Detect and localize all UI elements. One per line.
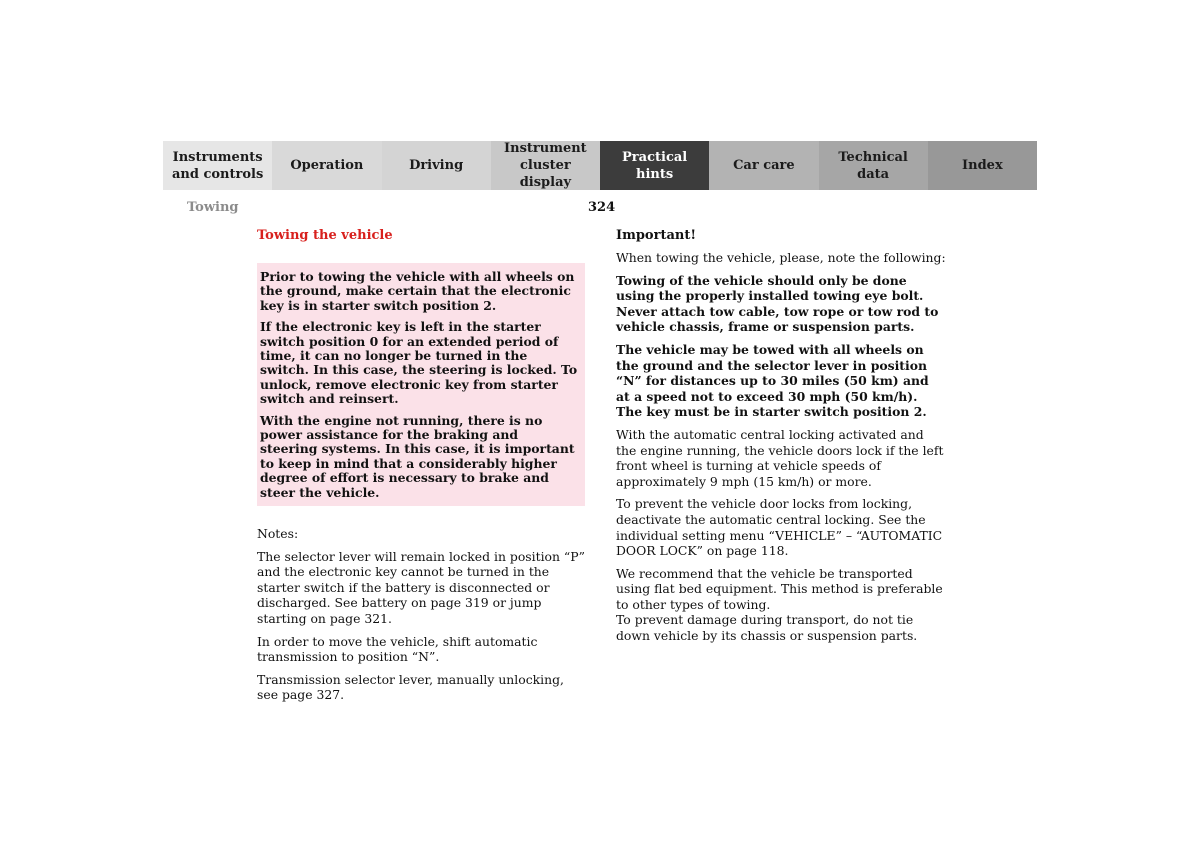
- note-paragraph: In order to move the vehicle, shift automatic transmission to position “N”.: [257, 633, 538, 665]
- tab-label: Instruments and controls: [171, 149, 264, 182]
- page-number: 324: [588, 200, 616, 215]
- tab-instrument-cluster-display[interactable]: [491, 141, 600, 190]
- tab-driving[interactable]: [382, 141, 491, 190]
- warning-paragraph: If the electronic key is left in the starter switch position 0 for an extended period of time, it can no longer be turned in the switch. In this case, the steering is locked. To unlock, remove electronic key from starter switch and reinsert.: [260, 319, 578, 407]
- body-paragraph: To prevent the vehicle door locks from locking, deactivate the automatic central locking. See the individual setting menu “VEHICLE” – “AUTOMATIC DOOR LOCK” on page 118.: [616, 496, 943, 559]
- tab-index[interactable]: [928, 141, 1037, 190]
- note-paragraph: The selector lever will remain locked in position “P” and the electronic key cannot be turned in the starter switch if the battery is disconnected or discharged. See battery on page 319 or jump starting on page 321.: [257, 548, 585, 627]
- left-column: [257, 228, 585, 710]
- body-paragraph: We recommend that the vehicle be transported using flat bed equipment. This method is preferable to other types of towing. To prevent damage during transport, do not tie down vehicle by its chassis or suspension parts.: [616, 565, 943, 644]
- body-paragraph: With the automatic central locking activated and the engine running, the vehicle doors lock if the left front wheel is turning at vehicle speeds of approximately 9 mph (15 km/h) or more.: [616, 426, 944, 489]
- chapter-tab-bar: [163, 141, 1037, 190]
- notes-block: [257, 526, 585, 703]
- tab-label: Operation: [290, 158, 364, 173]
- notes-label: Notes:: [257, 526, 299, 542]
- tab-car-care[interactable]: [709, 141, 818, 190]
- tab-label: Index: [962, 158, 1003, 173]
- note-paragraph: Transmission selector lever, manually unlocking, see page 327.: [257, 671, 564, 703]
- right-column: [616, 228, 946, 651]
- intro-paragraph: When towing the vehicle, please, note the following:: [616, 250, 946, 265]
- warning-paragraph: With the engine not running, there is no power assistance for the braking and steering systems. In this case, it is important to keep in mind that a considerably higher degree of effort is necessary to brake and steer the vehicle.: [260, 412, 575, 500]
- tab-label: Instrument cluster display: [504, 141, 587, 190]
- section-heading: Towing the vehicle: [257, 228, 393, 243]
- tab-practical-hints[interactable]: [600, 141, 709, 190]
- warning-box: [257, 263, 585, 506]
- tab-label: Practical hints: [622, 149, 688, 182]
- bold-paragraph: Towing of the vehicle should only be done using the properly installed towing eye bolt. Never attach tow cable, tow rope or tow rod to vehicle chassis, frame or suspension parts.: [616, 272, 939, 335]
- tab-label: Car care: [733, 158, 795, 173]
- tab-label: Technical data: [838, 149, 908, 182]
- tab-technical-data[interactable]: [819, 141, 928, 190]
- warning-paragraph: Prior to towing the vehicle with all wheels on the ground, make certain that the electronic key is in starter switch position 2.: [260, 269, 575, 313]
- bold-paragraph: The vehicle may be towed with all wheels on the ground and the selector lever in position “N” for distances up to 30 miles (50 km) and at a speed not to exceed 30 mph (50 km/h). The key must be in starter switch position 2.: [616, 341, 929, 420]
- tab-operation[interactable]: [272, 141, 381, 190]
- important-heading: Important!: [616, 228, 697, 243]
- section-title: Towing: [187, 200, 239, 215]
- tab-label: Driving: [409, 158, 464, 173]
- tab-instruments-and-controls[interactable]: [163, 141, 272, 190]
